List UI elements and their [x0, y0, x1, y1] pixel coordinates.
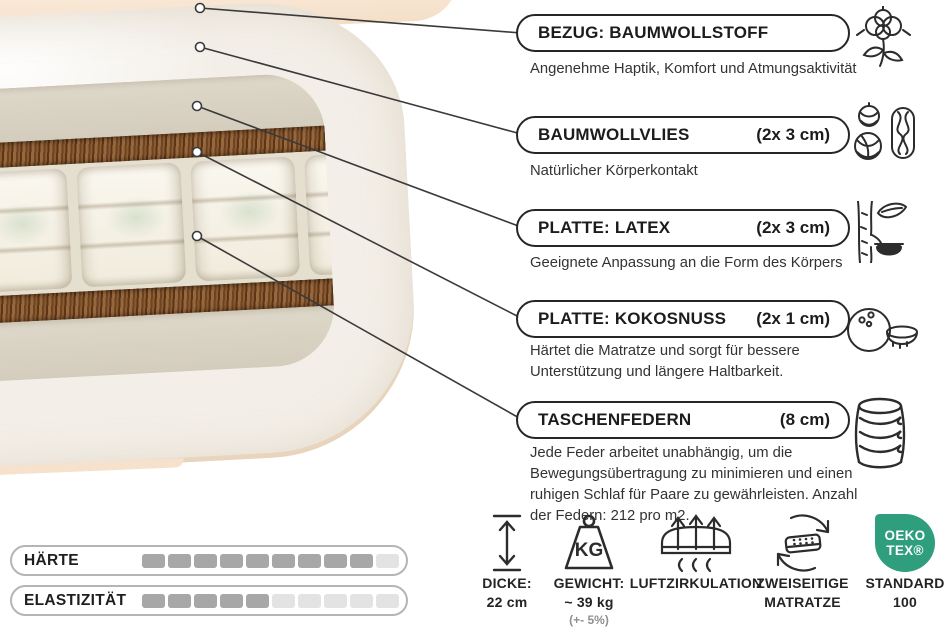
- spring-coil: [76, 162, 186, 287]
- callout-desc: Jede Feder arbeitet unabhängig, um die Bewegungsübertragung zu minimieren und einen ruhigen Schlaf für Paare zu gewährleisten. Anzahl der Federn: 212 pro m2.: [530, 445, 858, 524]
- feature-value: 22 cm: [486, 594, 528, 610]
- oeko-line2: TEX®: [886, 543, 924, 558]
- coconut-icon: [845, 298, 921, 358]
- feature-label: LUFTZIRKULATION: [629, 575, 763, 591]
- rating-segment: [194, 594, 217, 608]
- spring-coil: [0, 168, 73, 293]
- rating-segment: [298, 594, 321, 608]
- cotton-icon: [852, 6, 916, 70]
- pocket-spring-icon: [850, 396, 910, 472]
- rating-segment: [220, 554, 243, 568]
- callout-title: TASCHENFEDERN: [538, 410, 692, 429]
- callout-size: (2x 3 cm): [756, 125, 830, 144]
- rating-segment: [272, 594, 295, 608]
- rating-bar: [142, 554, 399, 568]
- rating-elastizitaet: [10, 585, 408, 616]
- feature-dicke: [472, 512, 542, 612]
- rating-segment: [376, 554, 399, 568]
- callout-size: (8 cm): [779, 410, 830, 429]
- callout-taschenfedern: [516, 401, 850, 439]
- callout-size: (2x 1 cm): [756, 309, 830, 328]
- callout-bezug: [516, 14, 850, 52]
- callout-desc: Geeignete Anpassung an die Form des Körpers: [530, 255, 843, 271]
- svg-text:KG: KG: [574, 540, 604, 561]
- rating-segment: [142, 594, 165, 608]
- rating-segment: [298, 554, 321, 568]
- callout-title: BAUMWOLLVLIES: [538, 125, 690, 144]
- callout-desc: Angenehme Haptik, Komfort und Atmungsaktivität: [530, 61, 857, 77]
- feature-label: GEWICHT:: [553, 575, 625, 591]
- rating-segment: [324, 554, 347, 568]
- feature-note: (+- 5%): [569, 613, 609, 627]
- callout-title: BEZUG: BAUMWOLLSTOFF: [538, 23, 769, 42]
- callout-title: PLATTE: LATEX: [538, 218, 671, 237]
- yarn-icon: [852, 102, 918, 164]
- rating-bar: [142, 594, 399, 608]
- oeko-tex-badge: [875, 514, 935, 572]
- feature-label: STANDARD: [865, 575, 945, 591]
- mattress-cross-section: [0, 0, 422, 479]
- feature-label: DICKE:: [482, 575, 532, 591]
- callout-latex: [516, 209, 850, 247]
- feature-value: 100: [893, 594, 917, 610]
- rating-segment: [168, 594, 191, 608]
- rating-segment: [376, 594, 399, 608]
- feature-label: ZWEISEITIGE: [756, 575, 849, 591]
- latex-tap-icon: [852, 201, 910, 263]
- rating-haerte: [10, 545, 408, 576]
- callout-kokosnuss: [516, 300, 850, 338]
- callout-title: PLATTE: KOKOSNUSS: [538, 309, 727, 328]
- feature-zweiseitige: [745, 512, 860, 612]
- callout-size: (2x 3 cm): [756, 218, 830, 237]
- weight-icon: [558, 514, 620, 572]
- rating-segment: [168, 554, 191, 568]
- rating-segment: [194, 554, 217, 568]
- thickness-icon: [488, 513, 526, 573]
- callout-desc: Härtet die Matratze und sorgt für bessere Unterstützung und längere Haltbarkeit.: [530, 343, 800, 380]
- callout-baumwollvlies: [516, 116, 850, 154]
- rating-segment: [350, 554, 373, 568]
- two-sided-icon: [769, 512, 837, 574]
- rating-segment: [142, 554, 165, 568]
- rating-segment: [246, 594, 269, 608]
- callout-desc: Natürlicher Körperkontakt: [530, 163, 698, 179]
- rating-segment: [272, 554, 295, 568]
- rating-segment: [246, 554, 269, 568]
- rating-segment: [220, 594, 243, 608]
- rating-segment: [324, 594, 347, 608]
- spring-coil: [190, 156, 300, 281]
- rating-segment: [350, 594, 373, 608]
- feature-oeko-tex: [863, 512, 947, 612]
- spring-coil: [304, 150, 337, 275]
- feature-value: ~ 39 kg: [564, 594, 614, 610]
- oeko-line1: OEKO: [884, 528, 926, 543]
- rating-label: HÄRTE: [24, 551, 79, 569]
- feature-label2: MATRATZE: [764, 594, 841, 610]
- rating-label: ELASTIZITÄT: [24, 591, 127, 609]
- airflow-icon: [648, 513, 744, 573]
- mattress-layers: [0, 72, 337, 389]
